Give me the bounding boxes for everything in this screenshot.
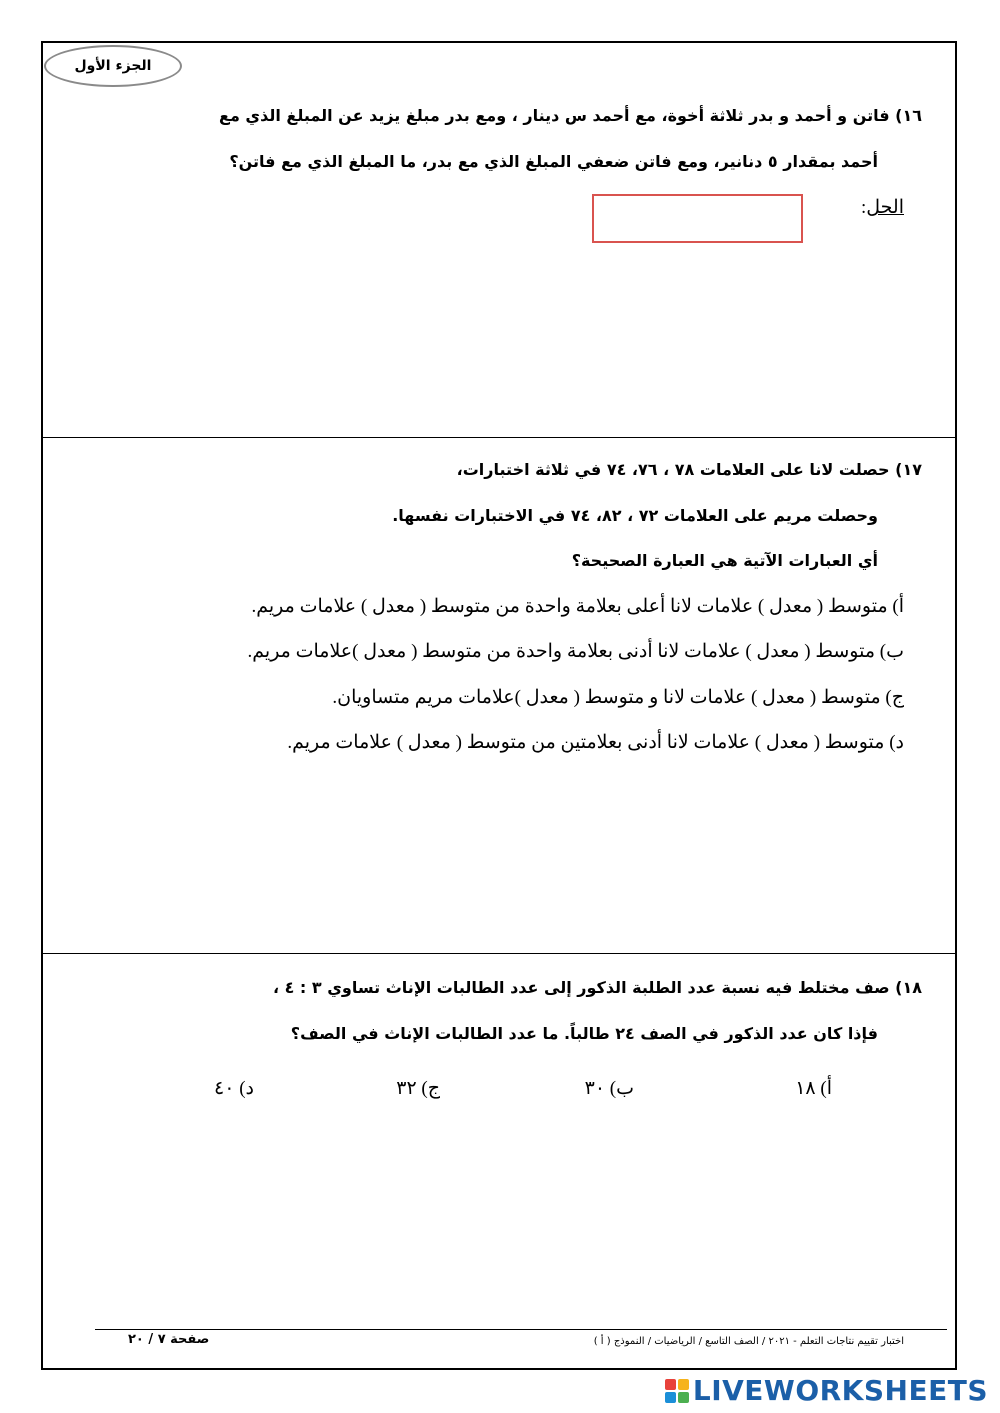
- section-divider: [41, 437, 957, 438]
- answer-input-box[interactable]: [592, 194, 803, 243]
- q18-option-a: أ) ١٨: [795, 1078, 832, 1099]
- solution-label-text: الحل: [866, 197, 904, 218]
- q18-line2: فإذا كان عدد الذكور في الصف ٢٤ طالباً. ما عدد الطالبات الإناث في الصف؟: [290, 1024, 878, 1043]
- q17-option-c: ج) متوسط ( معدل ) علامات لانا و متوسط ( معدل )علامات مريم متساويان.: [332, 687, 904, 708]
- section-divider: [41, 953, 957, 954]
- q18-option-d: د) ٤٠: [214, 1078, 254, 1099]
- liveworksheets-logo-icon: [665, 1379, 689, 1403]
- liveworksheets-brand: [665, 1374, 988, 1407]
- q17-option-b: ب) متوسط ( معدل ) علامات لانا أدنى بعلامة واحدة من متوسط ( معدل )علامات مريم.: [247, 641, 904, 662]
- solution-label-colon: :: [860, 197, 867, 218]
- q17-option-d: د) متوسط ( معدل ) علامات لانا أدنى بعلامتين من متوسط ( معدل ) علامات مريم.: [287, 732, 904, 753]
- brand-text: LIVEWORKSHEETS: [692, 1374, 988, 1407]
- q18-line1: ١٨) صف مختلط فيه نسبة عدد الطلبة الذكور إلى عدد الطالبات الإناث تساوي ٣ : ٤ ،: [272, 978, 922, 997]
- q16-line1: ١٦) فاتن و أحمد و بدر ثلاثة أخوة، مع أحمد س دينار ، ومع بدر مبلغ يزيد عن المبلغ الذي مع: [219, 106, 922, 125]
- footer-divider: [95, 1329, 947, 1330]
- q16-line2: أحمد بمقدار ٥ دنانير، ومع فاتن ضعفي المبلغ الذي مع بدر، ما المبلغ الذي مع فاتن؟: [229, 152, 878, 171]
- q18-option-b: ب) ٣٠: [584, 1078, 634, 1099]
- q17-line1: ١٧) حصلت لانا على العلامات ٧٨ ، ٧٦، ٧٤ في ثلاثة اختبارات،: [456, 460, 922, 479]
- solution-label: [861, 196, 904, 219]
- footer-exam-title: اختبار تقييم نتاجات التعلم - ٢٠٢١ / الصف التاسع / الرياضيات / النموذج ( أ ): [593, 1336, 904, 1347]
- q17-line3: أي العبارات الآتية هي العبارة الصحيحة؟: [571, 551, 878, 570]
- q18-option-c: ج) ٣٢: [396, 1078, 440, 1099]
- footer-page-number: صفحة ٧ / ٢٠: [128, 1332, 210, 1347]
- q17-line2: وحصلت مريم على العلامات ٧٢ ، ٨٢، ٧٤ في الاختبارات نفسها.: [392, 506, 878, 525]
- part-label: الجزء الأول: [44, 45, 182, 87]
- q17-option-a: أ) متوسط ( معدل ) علامات لانا أعلى بعلامة واحدة من متوسط ( معدل ) علامات مريم.: [251, 596, 904, 617]
